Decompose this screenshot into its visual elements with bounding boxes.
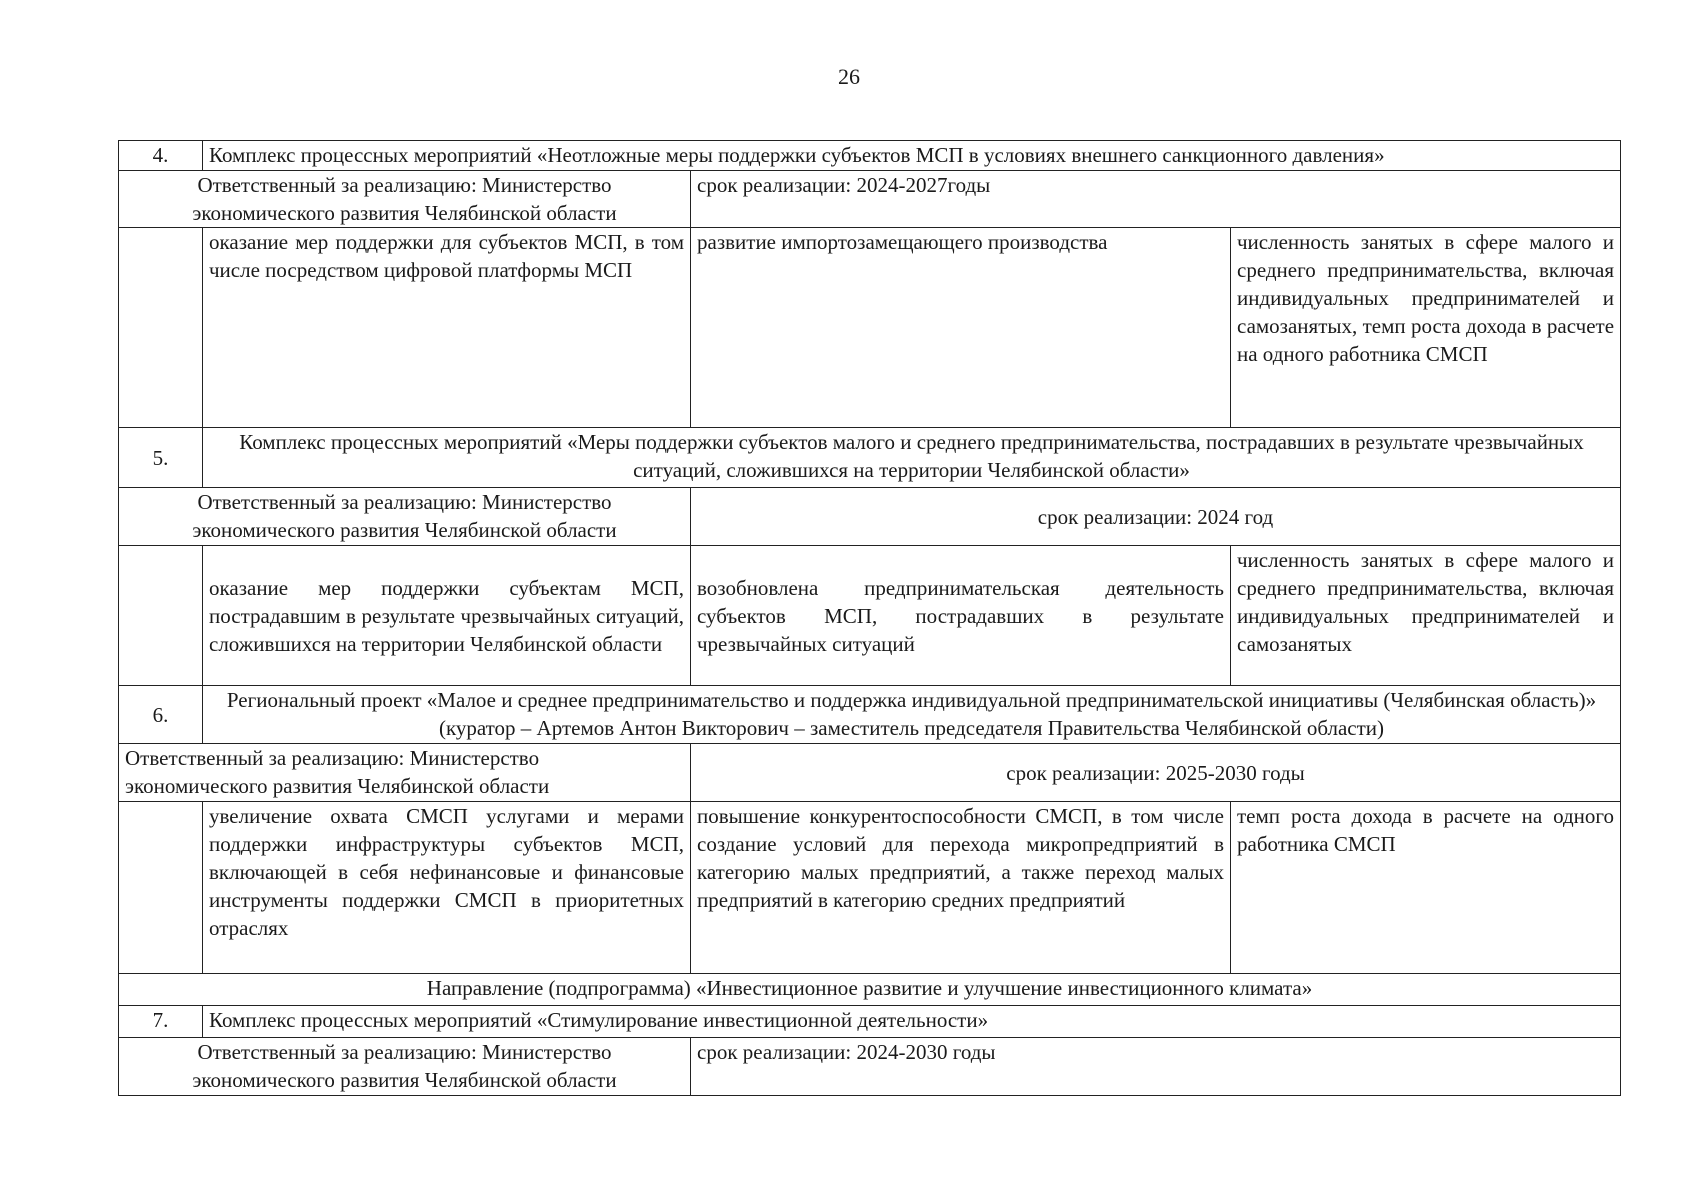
table-row	[119, 686, 1621, 744]
indicator-cell: темп роста дохода в расчете на одного работника СМСП	[1231, 802, 1621, 974]
responsible-cell: Ответственный за реализацию: Министерство экономического развития Челябинской области	[119, 744, 691, 802]
table-row	[119, 228, 1621, 428]
task-cell: оказание мер поддержки субъектам МСП, пострадавшим в результате чрезвычайных ситуаций, сложившихся на территории Челябинской области	[203, 546, 691, 686]
indicator-cell: численность занятых в сфере малого и среднего предпринимательства, включая индивидуальных предпринимателей и самозанятых, темп роста дохода в расчете на одного работника СМСП	[1231, 228, 1621, 428]
table-row	[119, 802, 1621, 974]
empty-cell	[119, 228, 203, 428]
table-row	[119, 1038, 1621, 1096]
task-cell: оказание мер поддержки для субъектов МСП, в том числе посредством цифровой платформы МСП	[203, 228, 691, 428]
table-row	[119, 974, 1621, 1006]
table-row	[119, 1006, 1621, 1038]
responsible-cell: Ответственный за реализацию: Министерство экономического развития Челябинской области	[119, 171, 691, 228]
term-cell: срок реализации: 2024-2027годы	[691, 171, 1621, 228]
row-title: Комплекс процессных мероприятий «Неотложные меры поддержки субъектов МСП в условиях внешнего санкционного давления»	[203, 141, 1621, 171]
indicator-cell: численность занятых в сфере малого и среднего предпринимательства, включая индивидуальных предпринимателей и самозанятых	[1231, 546, 1621, 686]
task-cell: увеличение охвата СМСП услугами и мерами поддержки инфраструктуры субъектов МСП, включающей в себя нефинансовые и финансовые инструменты поддержки СМСП в приоритетных отраслях	[203, 802, 691, 974]
row-title: Комплекс процессных мероприятий «Меры поддержки субъектов малого и среднего предпринимательства, пострадавших в результате чрезвычайных ситуаций, сложившихся на территории Челябинской области»	[203, 428, 1621, 488]
responsible-cell: Ответственный за реализацию: Министерство экономического развития Челябинской области	[119, 1038, 691, 1096]
effect-cell: возобновлена предпринимательская деятельность субъектов МСП, пострадавших в результате чрезвычайных ситуаций	[691, 546, 1231, 686]
empty-cell	[119, 546, 203, 686]
effect-cell: повышение конкурентоспособности СМСП, в том числе создание условий для перехода микропредприятий в категорию малых предприятий, а также переход малых предприятий в категорию средних предприятий	[691, 802, 1231, 974]
term-cell: срок реализации: 2024-2030 годы	[691, 1038, 1621, 1096]
row-number: 5.	[119, 428, 203, 488]
table-row	[119, 546, 1621, 686]
empty-cell	[119, 802, 203, 974]
table-row	[119, 141, 1621, 171]
effect-cell: развитие импортозамещающего производства	[691, 228, 1231, 428]
row-number: 6.	[119, 686, 203, 744]
row-number: 4.	[119, 141, 203, 171]
direction-heading: Направление (подпрограмма) «Инвестиционное развитие и улучшение инвестиционного климата»	[119, 974, 1621, 1006]
table-row	[119, 488, 1621, 546]
term-cell: срок реализации: 2024 год	[691, 488, 1621, 546]
row-title: Региональный проект «Малое и среднее предпринимательство и поддержка индивидуальной предпринимательской инициативы (Челябинская область)» (куратор – Артемов Антон Викторович – заместитель председателя Правительства Челябинской области)	[203, 686, 1621, 744]
responsible-cell: Ответственный за реализацию: Министерство экономического развития Челябинской области	[119, 488, 691, 546]
measures-table	[118, 140, 1621, 1096]
table-row	[119, 744, 1621, 802]
table-row	[119, 171, 1621, 228]
table-row	[119, 428, 1621, 488]
row-number: 7.	[119, 1006, 203, 1038]
page-number: 26	[838, 64, 860, 89]
term-cell: срок реализации: 2025-2030 годы	[691, 744, 1621, 802]
row-title: Комплекс процессных мероприятий «Стимулирование инвестиционной деятельности»	[203, 1006, 1621, 1038]
